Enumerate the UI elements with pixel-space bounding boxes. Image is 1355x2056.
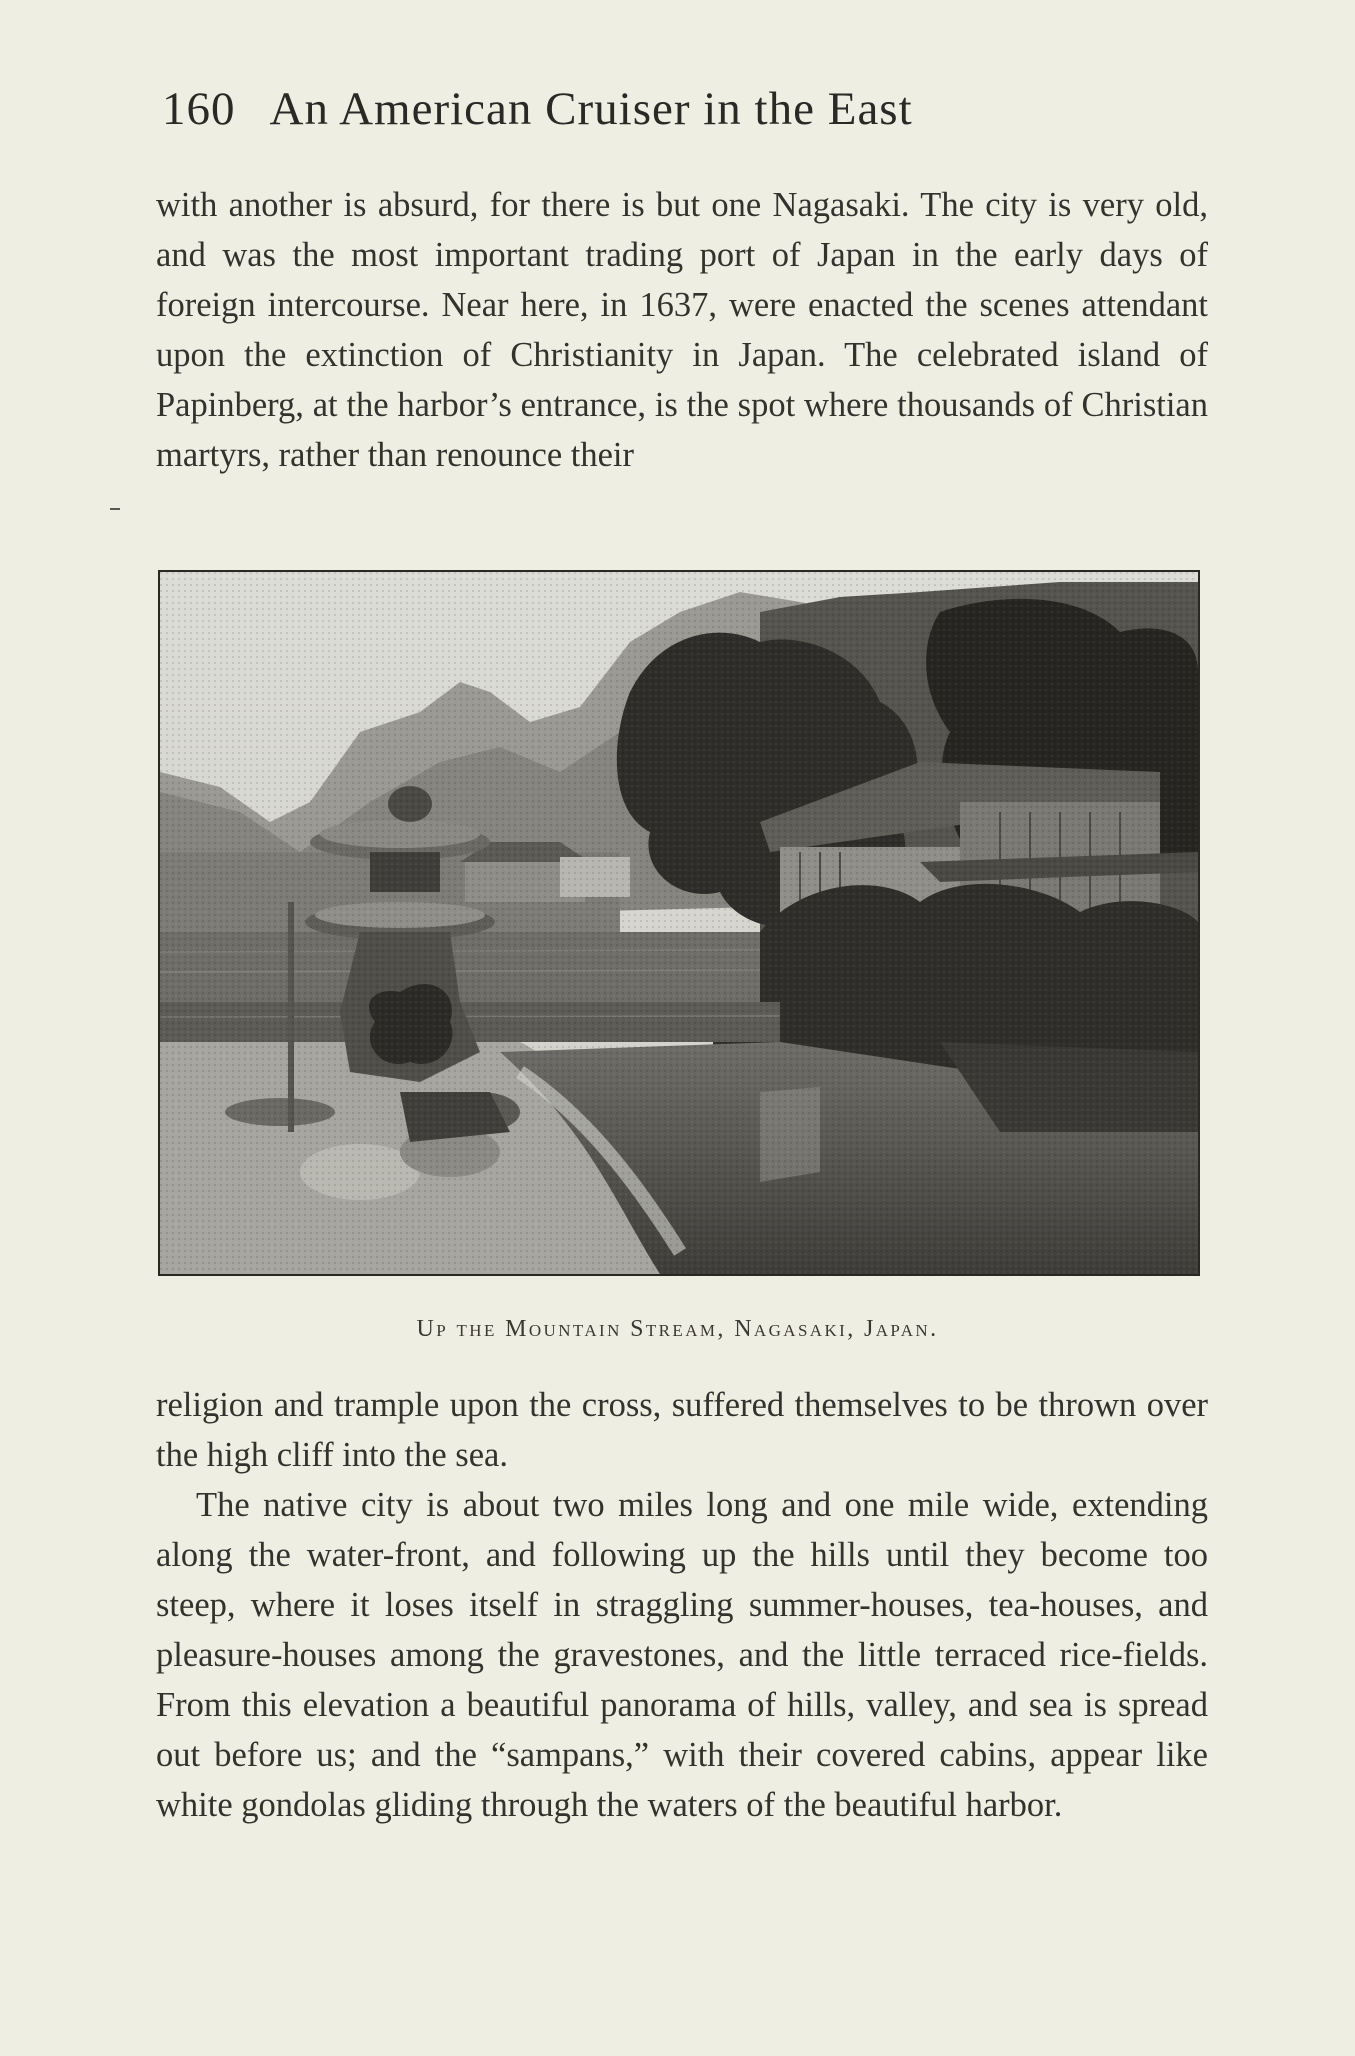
stream-photograph [160, 572, 1198, 1274]
margin-mark [110, 508, 120, 510]
body-text-top [156, 180, 1208, 480]
page-number: 160 [162, 83, 236, 135]
body-text-bottom [156, 1380, 1208, 1830]
running-head [162, 82, 1112, 136]
paragraph: The native city is about two miles long and one mile wide, extending along the water-front, and following up the hills until they become too steep, where it loses itself in straggling summer-houses, tea-houses, and pleasure-houses among the gravestones, and the little terraced rice-fields. From this elevation a beautiful panorama of hills, valley, and sea is spread out before us; and the “sampans,” with their covered cabins, appear like white gondolas gliding through the waters of the beautiful harbor. [156, 1486, 1208, 1824]
running-title: An American Cruiser in the East [269, 83, 913, 135]
paragraph: religion and trample upon the cross, suffered themselves to be thrown over the high cliff into the sea. [156, 1386, 1208, 1474]
photo-plate [158, 570, 1200, 1276]
figure-caption: Up the Mountain Stream, Nagasaki, Japan. [416, 1316, 939, 1342]
paragraph: with another is absurd, for there is but one Nagasaki. The city is very old, and was the most important trading port of Japan in the early days of foreign intercourse. Near here, in 1637, were enacted the scenes attendant upon the extinction of Christianity in Japan. The celebrated island of Papinberg, at the harbor’s entrance, is the spot where thousands of Christian martyrs, rather than renounce their [156, 186, 1208, 474]
